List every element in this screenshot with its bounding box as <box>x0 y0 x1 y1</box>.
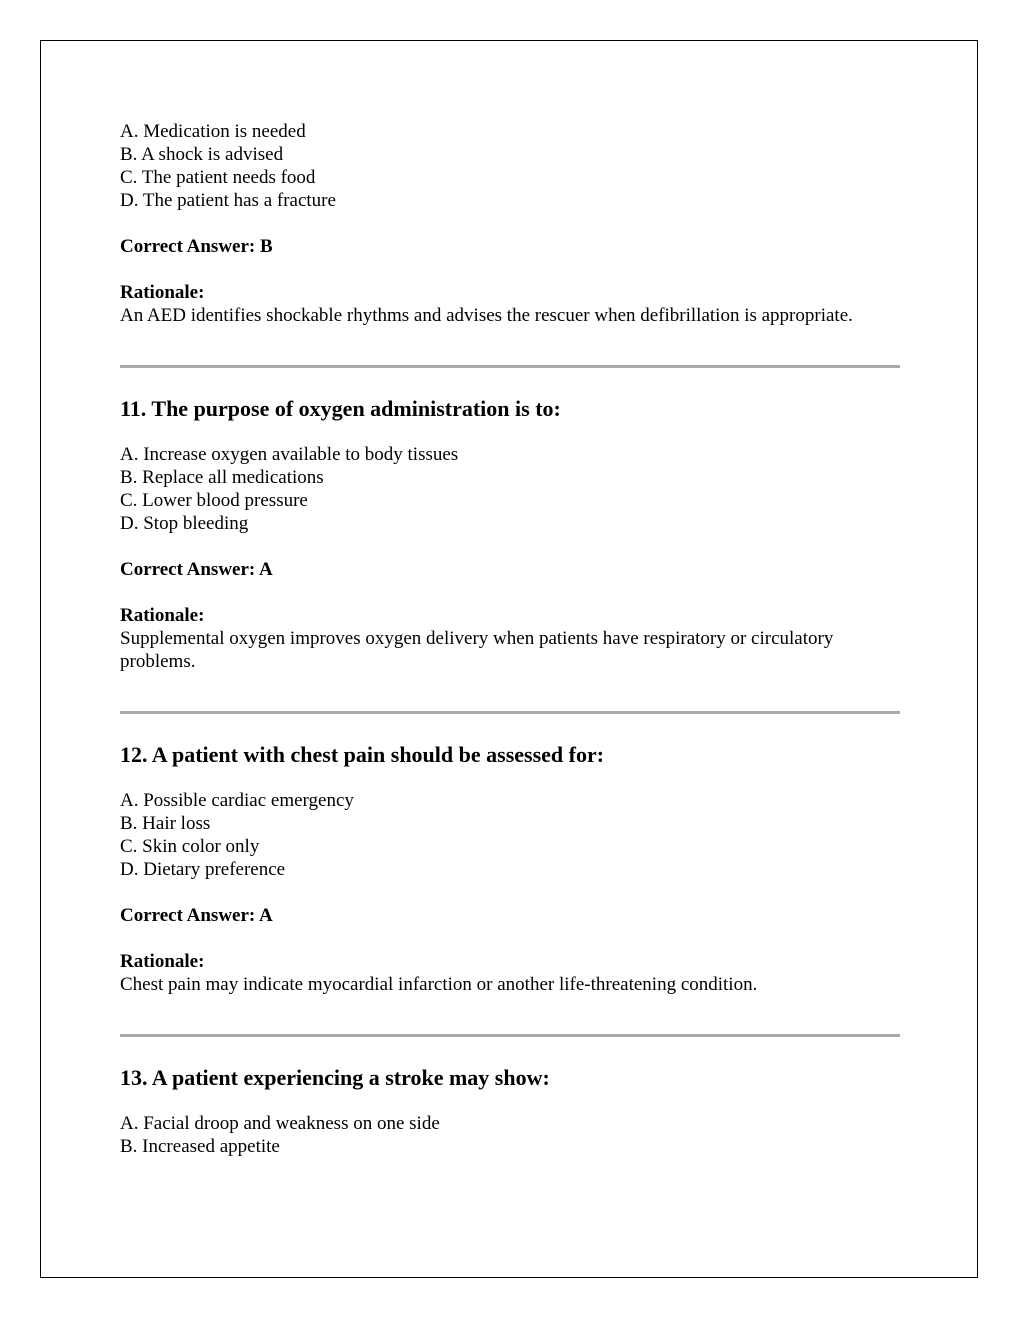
options-list <box>120 789 900 881</box>
question-block-12 <box>120 741 900 996</box>
rationale-label: Rationale: <box>120 605 205 626</box>
correct-answer: Correct Answer: A <box>120 905 273 926</box>
rationale-text: Chest pain may indicate myocardial infarction or another life-threatening condition. <box>120 974 758 995</box>
divider <box>120 711 900 714</box>
divider <box>120 365 900 368</box>
rationale-label: Rationale: <box>120 282 205 303</box>
option-c: C. Skin color only <box>120 836 260 857</box>
question-title: 11. The purpose of oxygen administration is to: <box>120 396 561 421</box>
divider <box>120 1034 900 1037</box>
option-a: A. Facial droop and weakness on one side <box>120 1113 440 1134</box>
question-title: 12. A patient with chest pain should be assessed for: <box>120 742 605 767</box>
option-c: C. The patient needs food <box>120 167 316 188</box>
correct-answer: Correct Answer: A <box>120 559 273 580</box>
rationale-text: An AED identifies shockable rhythms and advises the rescuer when defibrillation is appropriate. <box>120 305 853 326</box>
option-b: B. Increased appetite <box>120 1136 280 1157</box>
question-block-11 <box>120 395 900 673</box>
options-list <box>120 1112 900 1158</box>
option-d: D. The patient has a fracture <box>120 190 336 211</box>
option-a: A. Medication is needed <box>120 121 306 142</box>
document-content <box>120 120 900 1158</box>
option-d: D. Dietary preference <box>120 859 286 880</box>
option-b: B. A shock is advised <box>120 144 284 165</box>
options-list <box>120 120 900 212</box>
option-b: B. Hair loss <box>120 813 211 834</box>
question-block-13 <box>120 1064 900 1158</box>
option-b: B. Replace all medications <box>120 467 324 488</box>
rationale-label: Rationale: <box>120 951 205 972</box>
rationale-text: Supplemental oxygen improves oxygen delivery when patients have respiratory or circulatory problems. <box>120 628 834 672</box>
question-block-10 <box>120 120 900 327</box>
option-a: A. Possible cardiac emergency <box>120 790 354 811</box>
option-a: A. Increase oxygen available to body tissues <box>120 444 459 465</box>
correct-answer: Correct Answer: B <box>120 236 273 257</box>
option-c: C. Lower blood pressure <box>120 490 308 511</box>
question-title: 13. A patient experiencing a stroke may show: <box>120 1065 550 1090</box>
option-d: D. Stop bleeding <box>120 513 249 534</box>
options-list <box>120 443 900 535</box>
